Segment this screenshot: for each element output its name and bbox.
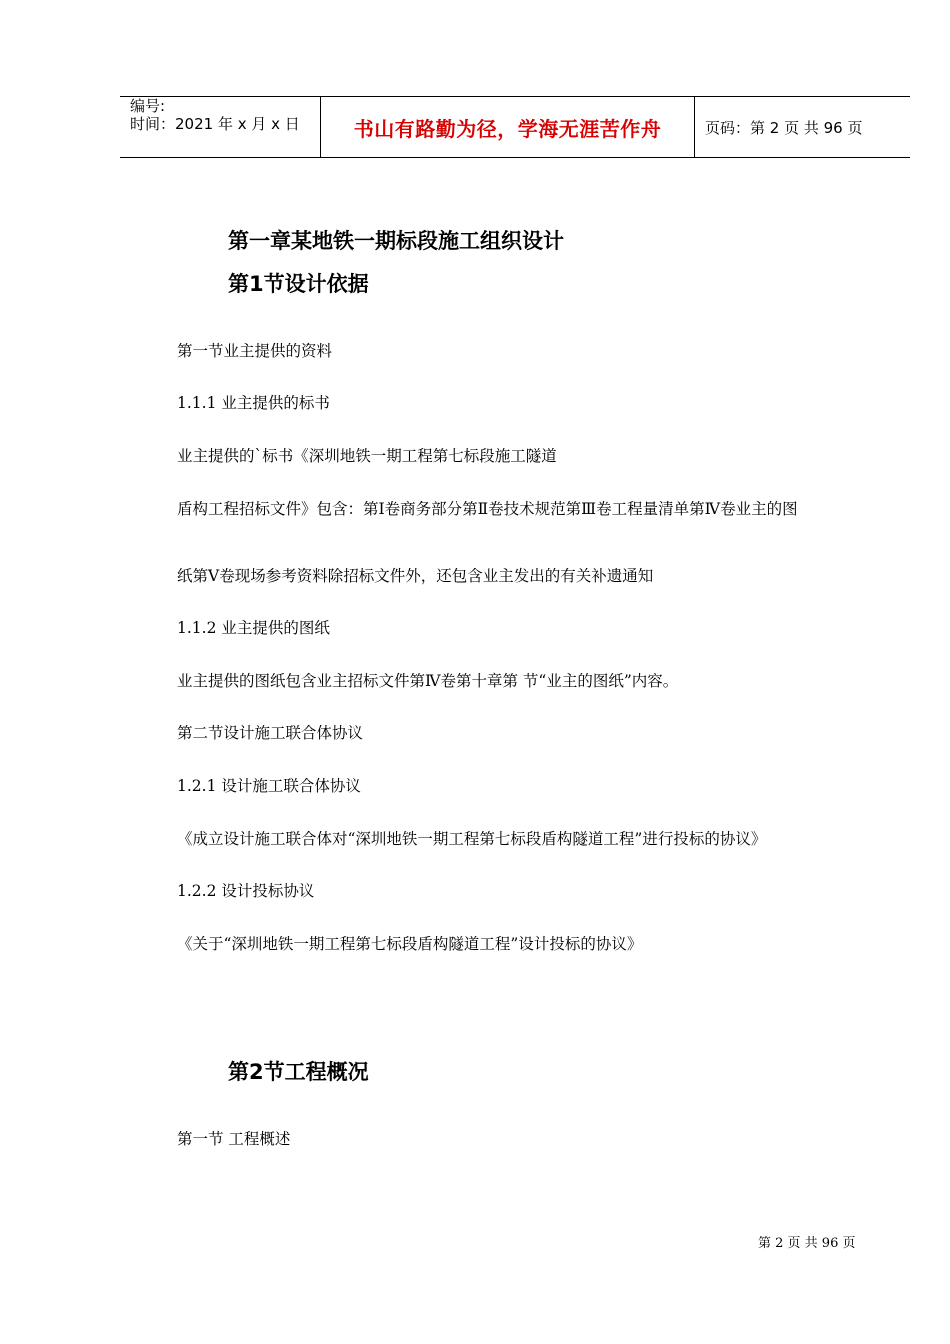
paragraph: 1.2.2 设计投标协议 [177,882,315,900]
header-motto-cell [321,97,695,157]
paragraph: 1.1.1 业主提供的标书 [177,394,330,412]
header-meta-cell [120,97,321,157]
time-line: 时间：2021 年 x 月 x 日 [130,115,300,133]
motto: 书山有路勤为径，学海无涯苦作舟 [353,116,662,141]
chapter-title: 第一章某地铁一期标段施工组织设计 [228,229,564,253]
paragraph: 业主提供的图纸包含业主招标文件第Ⅳ卷第十章第 节“业主的图纸”内容。 [177,672,679,690]
section1-title: 第1节设计依据 [228,272,369,296]
page-info: 页码：第 2 页 共 96 页 [705,118,863,137]
code-label: 编号: [130,97,166,115]
paragraph: 第二节设计施工联合体协议 [177,724,364,742]
paragraph: 第一节业主提供的资料 [177,342,333,360]
paragraph: 第一节 工程概述 [177,1130,291,1148]
paragraph: 《关于“深圳地铁一期工程第七标段盾构隧道工程”设计投标的协议》 [177,935,643,953]
paragraph: 《成立设计施工联合体对“深圳地铁一期工程第七标段盾构隧道工程”进行投标的协议》 [177,830,767,848]
header-table [120,96,910,158]
paragraph: 1.1.2 业主提供的图纸 [177,619,330,637]
header-page-cell [695,97,910,157]
paragraph: 业主提供的`标书《深圳地铁一期工程第七标段施工隧道 [177,447,557,465]
footer-page-number: 第 2 页 共 96 页 [758,1236,856,1251]
paragraph: 纸第Ⅴ卷现场参考资料除招标文件外，还包含业主发出的有关补遗通知 [177,567,654,585]
paragraph: 盾构工程招标文件》包含：第Ⅰ卷商务部分第Ⅱ卷技术规范第Ⅲ卷工程量清单第Ⅳ卷业主的图 [177,500,798,518]
section2-title: 第2节工程概况 [228,1060,369,1084]
paragraph: 1.2.1 设计施工联合体协议 [177,777,361,795]
